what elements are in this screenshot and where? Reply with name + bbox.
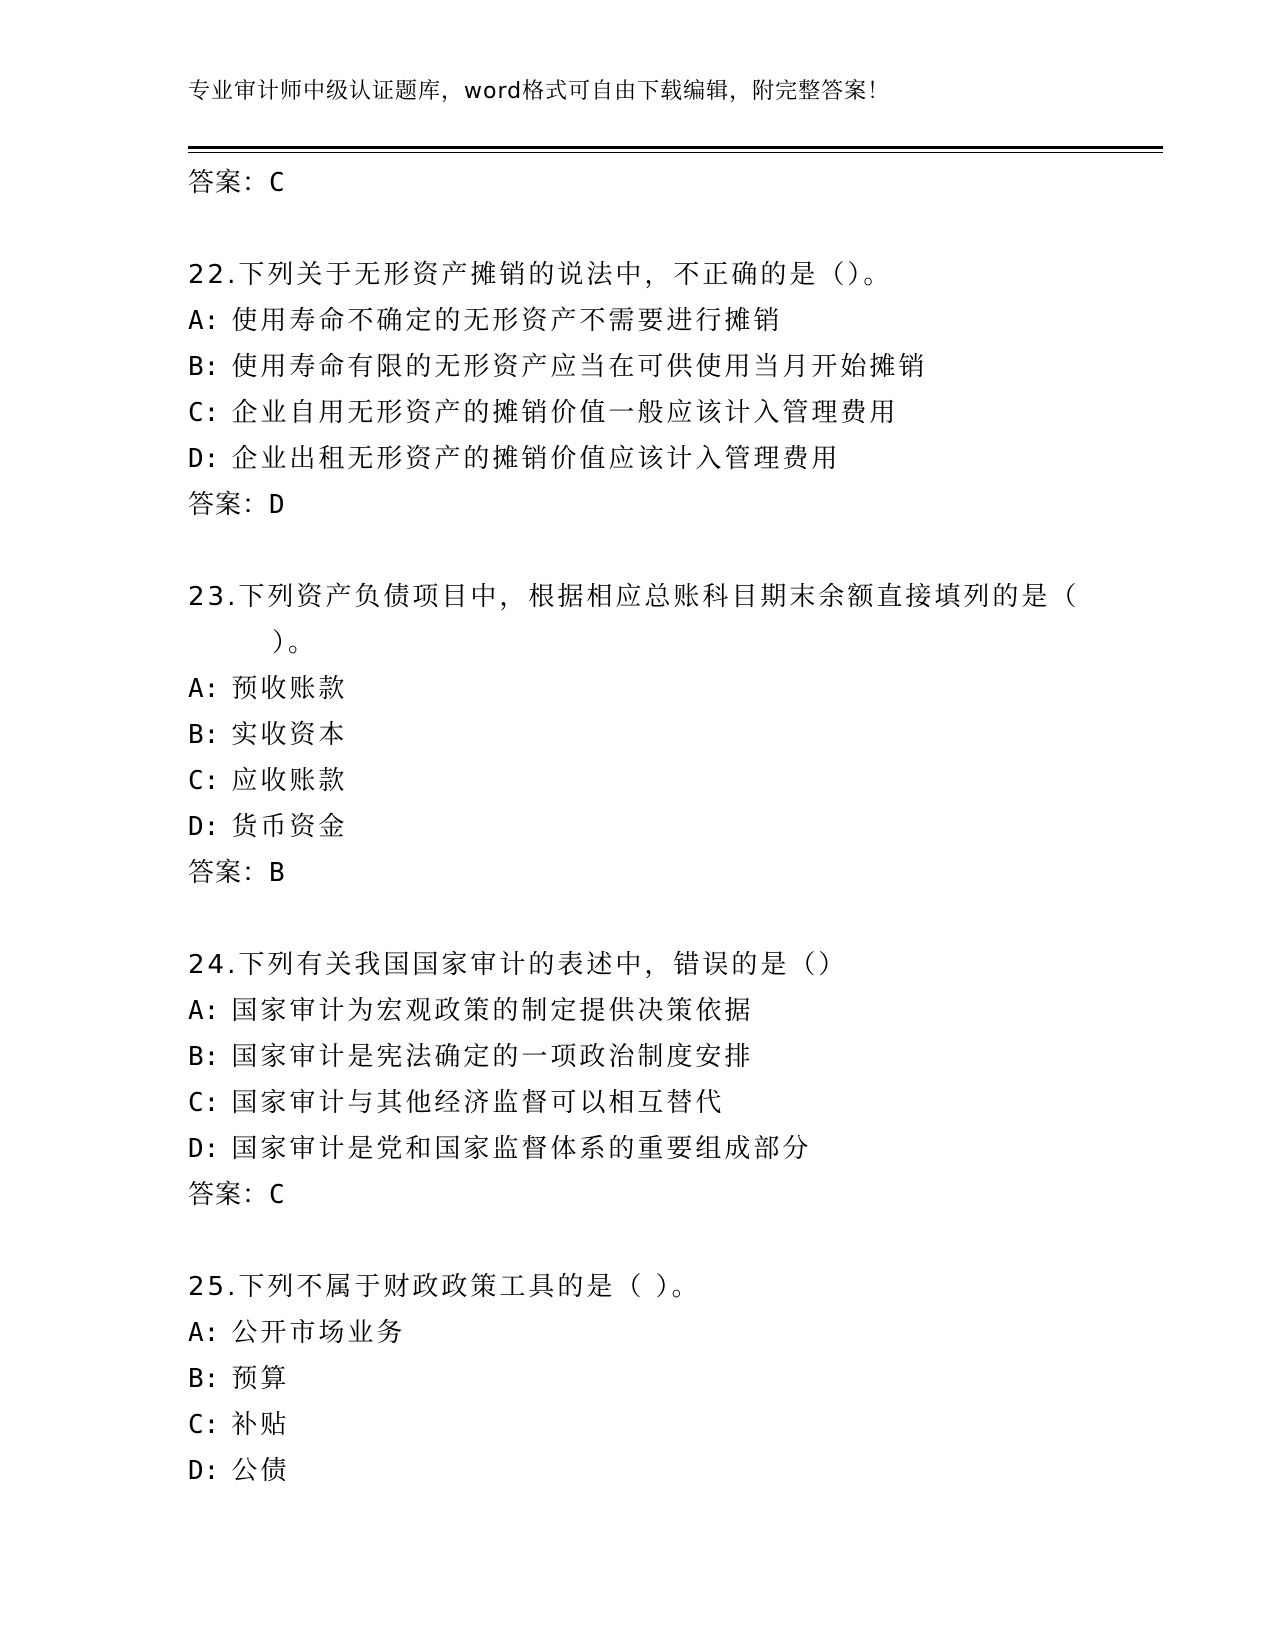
option-key: D: [188, 1456, 220, 1486]
option-text: 预收账款 [231, 674, 348, 704]
answer-value: B [269, 858, 286, 888]
answer-label: 答案： [188, 490, 270, 520]
option-key: B: [188, 1364, 220, 1394]
option-c [188, 758, 1128, 804]
question-stem: 23.下列资产负债项目中，根据相应总账科目期末余额直接填列的是（ [188, 582, 1080, 612]
option-key: B: [188, 1042, 220, 1072]
option-text: 使用寿命有限的无形资产应当在可供使用当月开始摊销 [231, 352, 928, 382]
option-text: 使用寿命不确定的无形资产不需要进行摊销 [231, 306, 783, 336]
option-text: 国家审计与其他经济监督可以相互替代 [231, 1088, 725, 1118]
answer-value: C [269, 1180, 286, 1210]
option-text: 国家审计是党和国家监督体系的重要组成部分 [231, 1134, 812, 1164]
question-content [188, 160, 1128, 1494]
option-key: A: [188, 674, 220, 704]
question-stem-continuation: ）。 [272, 628, 318, 658]
option-d [188, 1126, 1128, 1172]
option-key: B: [188, 352, 220, 382]
option-text: 公债 [231, 1456, 290, 1486]
option-b [188, 712, 1128, 758]
option-key: B: [188, 720, 220, 750]
question-stem: 24.下列有关我国国家审计的表述中，错误的是（） [188, 950, 848, 980]
answer-line [188, 482, 1128, 528]
answer-value: C [269, 168, 286, 198]
option-a [188, 988, 1128, 1034]
option-text: 预算 [231, 1364, 290, 1394]
option-text: 公开市场业务 [231, 1318, 406, 1348]
question-stem: 22.下列关于无形资产摊销的说法中，不正确的是（）。 [188, 260, 893, 290]
option-c [188, 1080, 1128, 1126]
option-b [188, 344, 1128, 390]
option-d [188, 436, 1128, 482]
option-text: 国家审计为宏观政策的制定提供决策依据 [231, 996, 754, 1026]
option-key: A: [188, 306, 220, 336]
answer-line [188, 160, 1128, 206]
option-key: D: [188, 812, 220, 842]
option-text: 企业自用无形资产的摊销价值一般应该计入管理费用 [231, 398, 899, 428]
option-c [188, 1402, 1128, 1448]
option-key: A: [188, 996, 220, 1026]
answer-label: 答案： [188, 858, 270, 888]
header-rule-thin [188, 152, 1163, 153]
answer-label: 答案： [188, 1180, 270, 1210]
option-d [188, 804, 1128, 850]
option-a [188, 1310, 1128, 1356]
option-text: 补贴 [231, 1410, 290, 1440]
option-key: C: [188, 1088, 220, 1118]
option-text: 货币资金 [231, 812, 348, 842]
option-key: A: [188, 1318, 220, 1348]
option-key: C: [188, 766, 220, 796]
option-text: 企业出租无形资产的摊销价值应该计入管理费用 [231, 444, 841, 474]
option-a [188, 666, 1128, 712]
answer-value: D [269, 490, 286, 520]
option-b [188, 1356, 1128, 1402]
answer-line [188, 850, 1128, 896]
option-a [188, 298, 1128, 344]
answer-label: 答案： [188, 168, 270, 198]
spacer [188, 896, 1128, 942]
option-key: C: [188, 398, 220, 428]
spacer [188, 528, 1128, 574]
option-d [188, 1448, 1128, 1494]
answer-line [188, 1172, 1128, 1218]
option-key: D: [188, 444, 220, 474]
option-text: 应收账款 [231, 766, 348, 796]
spacer [188, 1218, 1128, 1264]
page-header-title: 专业审计师中级认证题库，word格式可自由下载编辑，附完整答案！ [188, 79, 891, 104]
spacer [188, 206, 1128, 252]
option-key: C: [188, 1410, 220, 1440]
option-b [188, 1034, 1128, 1080]
header-rule-thick [188, 146, 1163, 149]
option-text: 国家审计是宪法确定的一项政治制度安排 [231, 1042, 754, 1072]
option-c [188, 390, 1128, 436]
option-text: 实收资本 [231, 720, 348, 750]
option-key: D: [188, 1134, 220, 1164]
question-stem: 25.下列不属于财政政策工具的是（ ）。 [188, 1272, 701, 1302]
